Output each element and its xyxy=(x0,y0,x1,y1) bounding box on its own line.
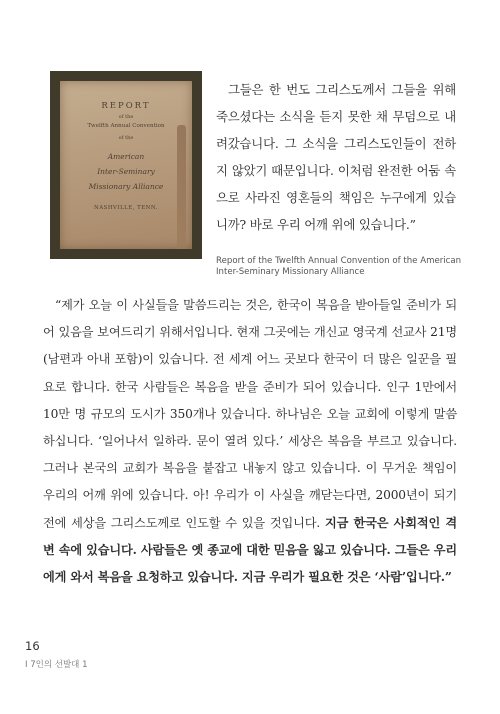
report-cover-photo xyxy=(50,71,202,259)
body-regular-text: “제가 오늘 이 사실들을 말씀드리는 것은, 한국이 복음을 받아들일 준비가 되어 있음을 보여드리기 위해서입니다. 현재 그곳에는 개신교 영국계 선교사 21명(남편과 아내 포함)이 있습니다. 전 세계 어느 곳보다 한국이 더 많은 일꾼을 필요로 합니다. 한국 사람들은 복음을 받을 준비가 되어 있습니다. 인구 1만에서 10만 명 규모의 도시가 350개나 있습니다. 하나님은 오늘 교회에 이렇게 말씀하십니다. ‘일어나서 일하라. 문이 열려 있다.’ 세상은 복음을 부르고 있습니다. 그러나 본국의 교회가 복음을 붙잡고 내놓지 않고 있습니다. 이 무거운 책임이 우리의 어깨 위에 있습니다. 아! 우리가 이 사실을 깨닫는다면, 2000년이 되기 전에 세상을 그리스도께로 인도할 수 있을 것입니다. xyxy=(43,298,457,530)
cover-line-american: American xyxy=(107,152,145,161)
page-number: 16 xyxy=(25,639,40,653)
cover-line-report: REPORT xyxy=(101,101,151,111)
body-bold-text: 지금 한국은 사회적인 격변 속에 있습니다. 사람들은 옛 종교에 대한 믿음을 잃고 있습니다. 그들은 우리에게 와서 복음을 요청하고 있습니다. 지금 우리가 필요한 것은 ‘사람’입니다.” xyxy=(43,515,457,585)
cover-line-of-the-1: of the xyxy=(118,114,134,120)
body-paragraph xyxy=(43,292,457,591)
cover-line-missionary-alliance: Missionary Alliance xyxy=(88,182,164,191)
cover-line-convention: Twelfth Annual Convention xyxy=(87,123,165,129)
cover-line-of-the-2: of the xyxy=(118,135,134,141)
quote-top-paragraph: 그들은 한 번도 그리스도께서 그들을 위해 죽으셨다는 소식을 듣지 못한 채 무덤으로 내려갔습니다. 그 소식을 그리스도인들이 전하지 않았기 때문입니다. 이처럼 완전한 어둠 속으로 사라진 영혼들의 책임은 누구에게 있습니까? 바로 우리 어깨 위에 있습니다.” xyxy=(216,82,456,232)
cover-line-nashville: NASHVILLE, TENN. xyxy=(94,205,158,211)
report-cover xyxy=(60,81,192,249)
cover-line-inter-seminary: Inter-Seminary xyxy=(97,167,155,176)
photo-caption: Report of the Twelfth Annual Convention of the American Inter-Seminary Missionary Alliance xyxy=(216,256,462,277)
running-head: I 7인의 선발대 1 xyxy=(25,660,88,670)
